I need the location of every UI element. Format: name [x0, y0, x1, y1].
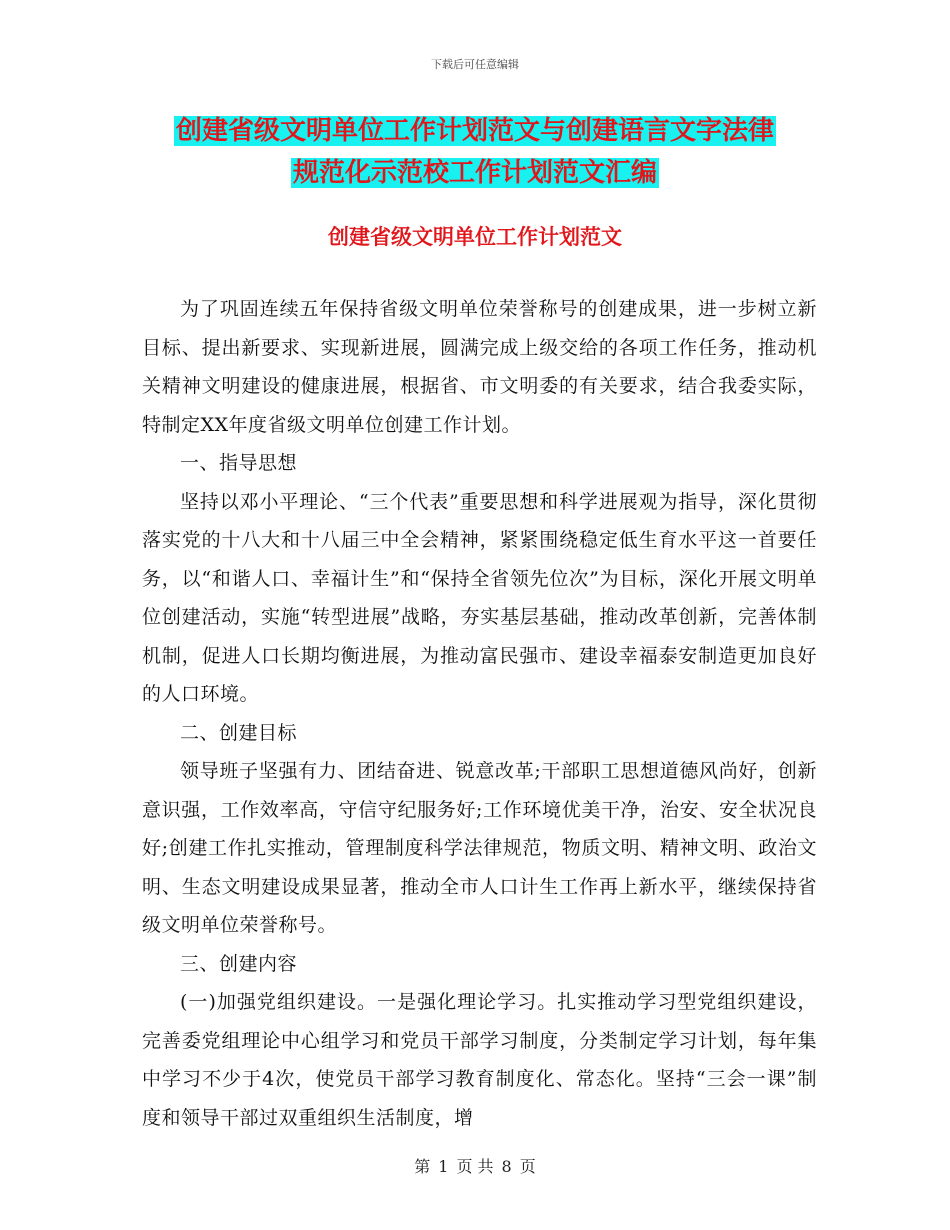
page-footer [0, 1154, 950, 1177]
header-note: 下载后可任意编辑 [431, 58, 519, 71]
footer-suffix: 页 [519, 1157, 536, 1176]
document-title [100, 110, 850, 194]
document-body [142, 290, 817, 1137]
paragraph-party-building: (一)加强党组织建设。一是强化理论学习。扎实推动学习型党组织建设，完善委党组理论中心组学习和党员干部学习制度，分类制定学习计划，每年集中学习不少于4次，使党员干部学习教育制度化、常态化。坚持“三会一课”制度和领导干部过双重组织生活制度，增 [142, 991, 817, 1129]
document-title-line-2: 规范化示范校工作计划范文汇编 [292, 158, 657, 188]
current-page-number: 1 [438, 1157, 449, 1176]
paragraph-creation-goals: 领导班子坚强有力、团结奋进、锐意改革;干部职工思想道德风尚好，创新意识强，工作效率高，守信守纪服务好;工作环境优美干净，治安、安全状况良好;创建工作扎实推动，管理制度科学法律规范，物质文明、精神文明、政治文明、生态文明建设成果显著，推动全市人口计生工作再上新水平，继续保持省级文明单位荣誉称号。 [142, 760, 817, 936]
heading-guiding-thought: 一、指导思想 [180, 452, 298, 474]
document-title-line-1: 创建省级文明单位工作计划范文与创建语言文字法律 [175, 116, 774, 146]
section-title: 创建省级文明单位工作计划范文 [328, 225, 622, 249]
heading-creation-content: 三、创建内容 [180, 952, 298, 975]
footer-prefix: 第 [414, 1157, 431, 1176]
heading-creation-goals: 二、创建目标 [180, 721, 298, 744]
paragraph-guiding-thought: 坚持以邓小平理论、“三个代表”重要思想和科学进展观为指导，深化贯彻落实党的十八大和十八届三中全会精神，紧紧围绕稳定低生育水平这一首要任务，以“和谐人口、幸福计生”和“保持全省领先位次”为目标，深化开展文明单位创建活动，实施“转型进展”战略，夯实基层基础，推动改革创新，完善体制机制，促进人口长期均衡进展，为推动富民强市、建设幸福泰安制造更加良好的人口环境。 [142, 490, 817, 705]
total-page-count: 8 [501, 1157, 512, 1176]
paragraph-intro: 为了巩固连续五年保持省级文明单位荣誉称号的创建成果，进一步树立新目标、提出新要求、实现新进展，圆满完成上级交给的各项工作任务，推动机关精神文明建设的健康进展，根据省、市文明委的有关要求，结合我委实际，特制定XX年度省级文明单位创建工作计划。 [142, 298, 817, 436]
footer-middle: 页 共 [456, 1157, 494, 1176]
